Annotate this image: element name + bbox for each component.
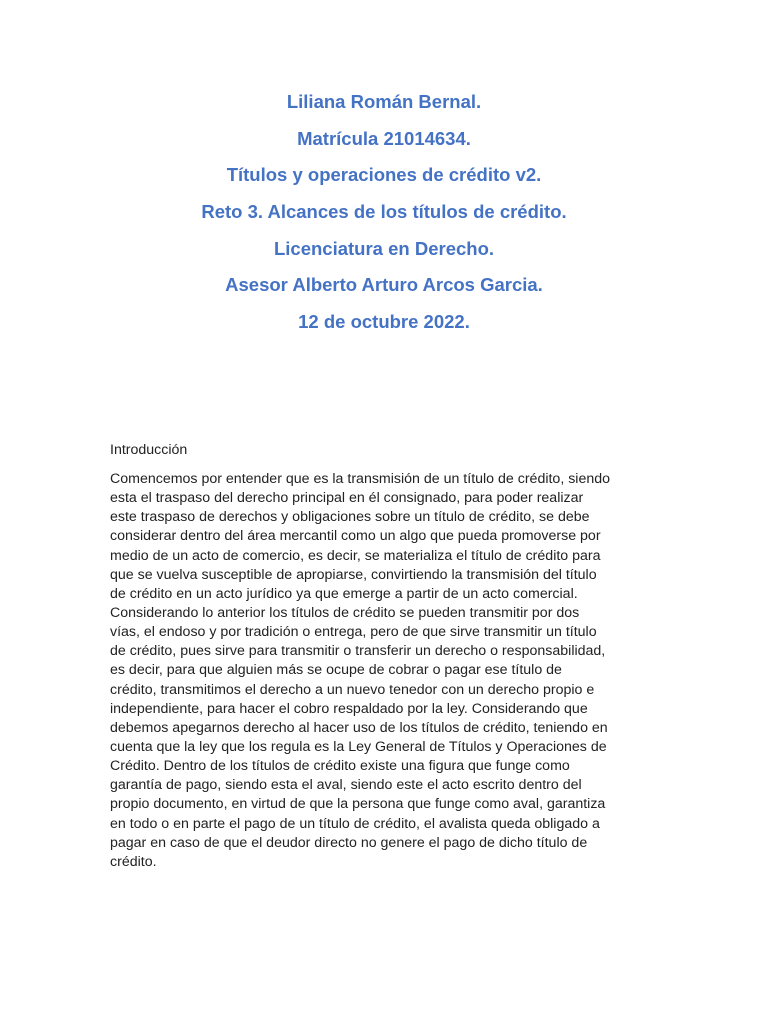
- paragraph-line: de crédito, pues sirve para transmitir o transferir un derecho o responsabilidad,: [110, 643, 606, 660]
- paragraph-line: es decir, para que alguien más se ocupe de cobrar o pagar ese título de: [110, 662, 562, 679]
- paragraph-line: pagar en caso de que el deudor directo no genere el pago de dicho título de: [110, 834, 588, 851]
- paragraph-line: cuenta que la ley que los regula es la Ley General de Títulos y Operaciones de: [110, 738, 607, 755]
- paragraph-line: en todo o en parte el pago de un título de crédito, el avalista queda obligado a: [110, 815, 600, 832]
- paragraph-line: que se vuelva susceptible de apropiarse, convirtiendo la transmisión del título: [110, 566, 597, 583]
- paragraph-line: Considerando lo anterior los títulos de crédito se pueden transmitir por dos: [110, 604, 580, 621]
- intro-paragraph: [110, 470, 670, 872]
- student-id: Matrícula 21014634.: [297, 127, 471, 149]
- paragraph-line: de crédito en un acto jurídico ya que emerge a partir de un acto comercial.: [110, 585, 578, 602]
- paragraph-line: este traspaso de derechos y obligaciones sobre un título de crédito, se debe: [110, 509, 590, 526]
- cover-header: [0, 84, 768, 341]
- paragraph-line: debemos apegarnos derecho al hacer uso de los títulos de crédito, teniendo en: [110, 719, 608, 736]
- paragraph-line: Crédito. Dentro de los títulos de crédito existe una figura que funge como: [110, 758, 570, 775]
- paragraph-line: propio documento, en virtud de que la persona que funge como aval, garantiza: [110, 796, 606, 813]
- section-heading: Introducción: [110, 442, 188, 458]
- advisor-name: Asesor Alberto Arturo Arcos Garcia.: [225, 274, 543, 296]
- document-date: 12 de octubre 2022.: [298, 311, 470, 333]
- assignment-title: Reto 3. Alcances de los títulos de crédito.: [201, 201, 567, 223]
- paragraph-line: garantía de pago, siendo esta el aval, siendo este el acto escrito dentro del: [110, 777, 582, 794]
- author-name: Liliana Román Bernal.: [286, 91, 482, 112]
- degree-program: Licenciatura en Derecho.: [273, 237, 495, 259]
- paragraph-line: crédito.: [110, 853, 157, 870]
- paragraph-line: medio de un acto de comercio, es decir, se materializa el título de crédito para: [110, 547, 601, 564]
- paragraph-line: vías, el endoso y por tradición o entrega, pero de que sirve transmitir un título: [110, 624, 597, 641]
- paragraph-line: considerar dentro del área mercantil como un algo que pueda promoverse por: [110, 528, 601, 545]
- paragraph-line: crédito, transmitimos el derecho a un nuevo tenedor con un derecho propio e: [110, 681, 595, 698]
- paragraph-line: esta el traspaso del derecho principal en él consignado, para poder realizar: [110, 490, 584, 507]
- course-title: Títulos y operaciones de crédito v2.: [226, 164, 542, 186]
- paragraph-line: independiente, para hacer el cobro respaldado por la ley. Considerando que: [110, 700, 588, 717]
- paragraph-line: Comencemos por entender que es la transmisión de un título de crédito, siendo: [110, 471, 611, 487]
